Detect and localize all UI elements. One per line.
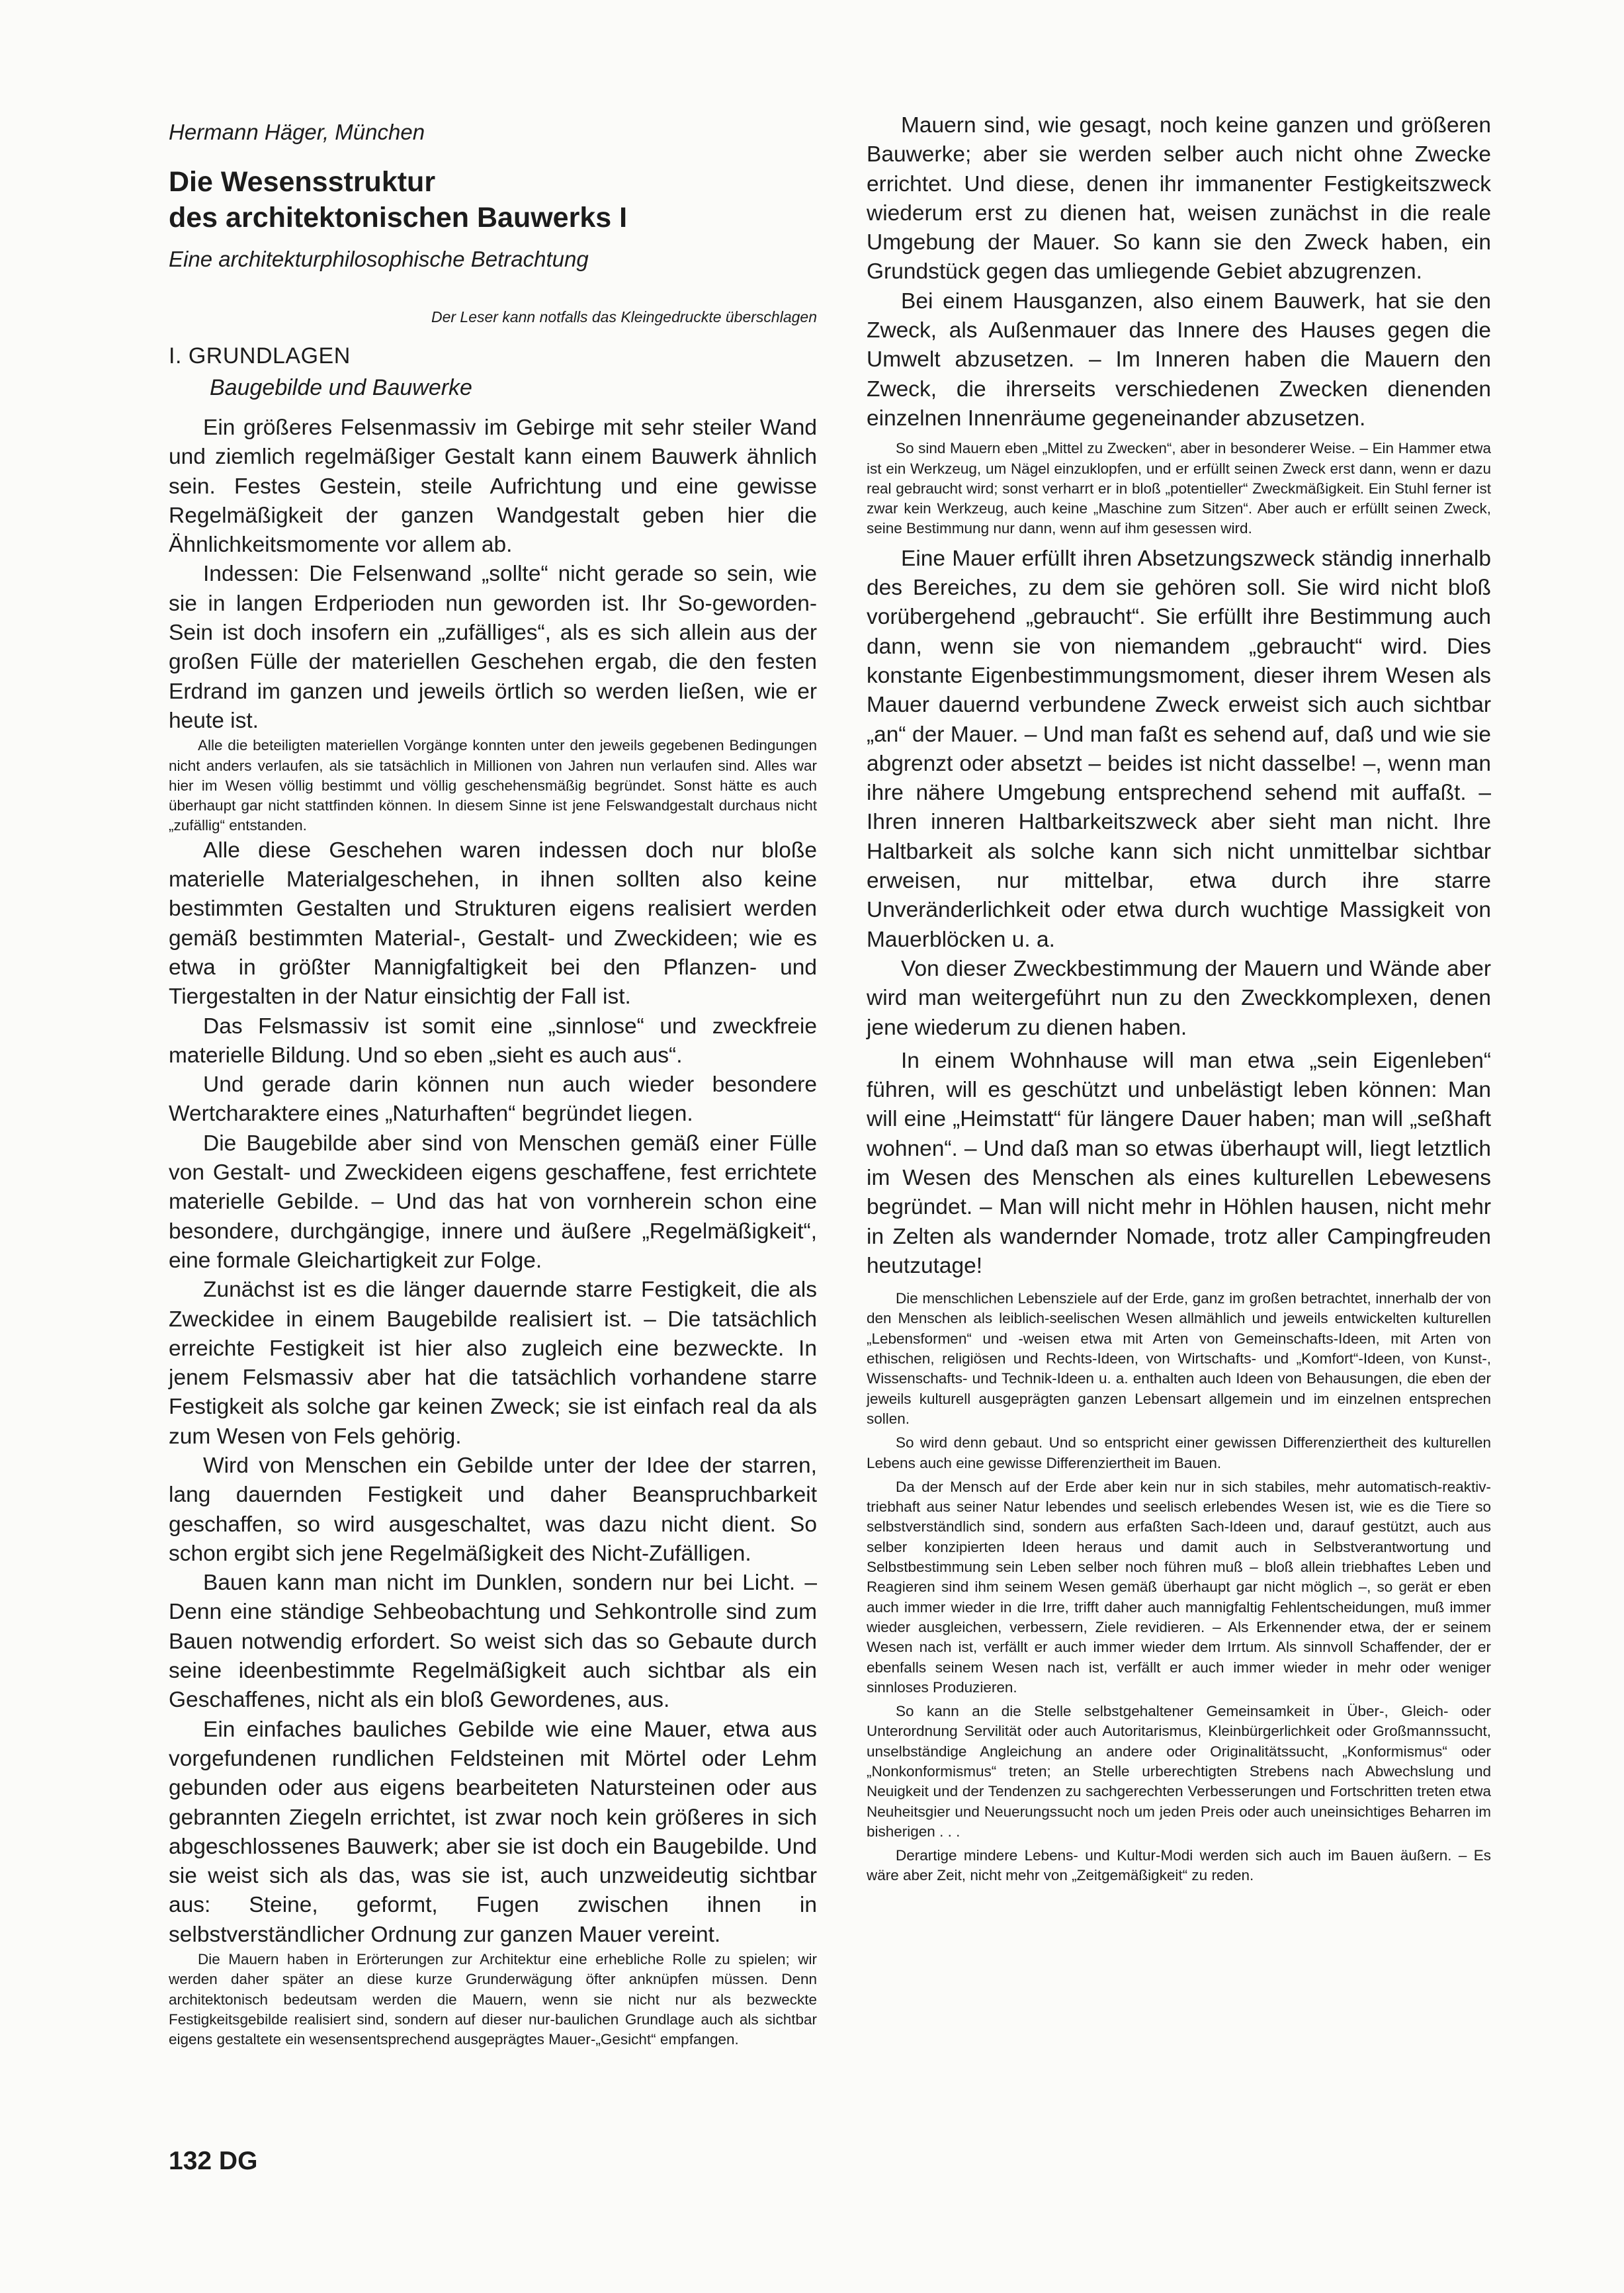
paragraph: Alle diese Geschehen waren indessen doch nur bloße materielle Materialgeschehen, in ihnen sollten also keine bestimmten Gestalten und Strukturen eigens realisiert werden gemäß bestimmten Material-, Gestalt- und Zweckideen; wie es etwa in größter Mannigfaltigkeit bei den Pflanzen- und Tiergestalten in der Natur einsichtig der Fall ist. — [169, 838, 817, 1010]
paragraph: Bauen kann man nicht im Dunklen, sondern nur bei Licht. – Denn eine ständige Sehbeobachtung und Sehkontrolle sind zum Bauen notwendig erfordert. So weist sich das so Gebaute durch seine ideenbestimmte Regelmäßigkeit auch sichtbar als ein Geschaffenes, nicht als ein bloß Gewordenes, aus. — [169, 1571, 817, 1713]
small-print-paragraph: Alle die beteiligten materiellen Vorgänge konnten unter den jeweils gegebenen Bedingungen nicht anders verlaufen, als sie tatsächlich in Millionen von Jahren nun verlaufen sind. Alles war hier im Wesen völlig bestimmt und völlig geschehensmäßig begründet. Sonst hätte es auch überhaupt gar nicht stattfinden können. In diesem Sinne ist jene Felswandgestalt durchaus nicht „zufällig“ entstanden. — [169, 737, 817, 834]
paragraph: Und gerade darin können nun auch wieder besondere Wertcharaktere eines „Naturhaften“ begründet liegen. — [169, 1072, 817, 1127]
title-line-1: Die Wesensstruktur — [169, 166, 436, 198]
paragraph: Bei einem Hausganzen, also einem Bauwerk, hat sie den Zweck, als Außenmauer das Innere des Hauses gegen die Umwelt abzusetzen. – Im Inneren haben die Mauern den Zweck, die ihrerseits verschiedenen Zwecken dienenden einzelnen Innenräume gegeneinander abzusetzen. — [867, 288, 1491, 431]
paragraph: Ein einfaches bauliches Gebilde wie eine Mauer, etwa aus vorgefundenen rundlichen Feldsteinen mit Mörtel oder Lehm gebunden oder aus eigens bearbeiteten Natursteinen oder aus gebrannten Ziegeln errichtet, ist zwar noch kein größeres in sich abgeschlossenes Bauwerk; aber sie ist doch ein Baugebilde. Und sie weist sich als das, was sie ist, auch unzweideutig sichtbar aus: Steine, geformt, Fugen zwischen ihnen in selbstverständlicher Ordnung zur ganzen Mauer vereint. — [169, 1717, 817, 1947]
small-print-paragraph: Derartige mindere Lebens- und Kultur-Modi werden sich auch im Bauen äußern. – Es wäre aber Zeit, nicht mehr von „Zeitgemäßigkeit“ zu reden. — [867, 1847, 1491, 1884]
right-text — [867, 111, 1491, 1886]
paragraph: Indessen: Die Felsenwand „sollte“ nicht gerade so sein, wie sie in langen Erdperioden nun geworden ist. Ihr So-geworden-Sein ist doch insofern ein „zufälliges“, als es sich allein aus der großen Fülle der materiellen Geschehen ergab, die den festen Erdrand im ganzen und jeweils örtlich so werden ließen, wie er heute ist. — [169, 562, 817, 733]
paragraph: Mauern sind, wie gesagt, noch keine ganzen und größeren Bauwerke; aber sie werden selber auch nicht ohne Zwecke errichtet. Und diese, denen ihr immanenter Festigkeitszweck wiederum erst zu dienen hat, weisen zunächst in die reale Umgebung der Mauer. So kann sie den Zweck haben, ein Grundstück gegen das umliegende Gebiet abzugrenzen. — [867, 113, 1491, 284]
small-print-paragraph: So kann an die Stelle selbstgehaltener Gemeinsamkeit in Über-, Gleich- oder Unterordnung Servilität oder auch Autoritarismus, Kleinbürgerlichkeit oder Großmannssucht, unselbständige Angleichung an andere oder Originalitätssucht, „Konformismus“ oder „Nonkonformismus“ treten; an Stelle urberechtigten Strebens nach Abwechslung und Neuigkeit und der Tendenzen zu sachgerechten Verbesserungen und Fortschritten treten etwa Neuheitsgier und Neuerungssucht noch um jeden Preis oder auch uneinsichtiges Beharren im bisherigen . . . — [867, 1703, 1491, 1840]
page-number: 132 DG — [169, 2147, 258, 2175]
paragraph: Wird von Menschen ein Gebilde unter der Idee der starren, lang dauernden Festigkeit und daher Beanspruchbarkeit geschaffen, so wird ausgeschaltet, was dazu nicht dient. So schon ergibt sich jene Regelmäßigkeit des Nicht-Zufälligen. — [169, 1453, 817, 1566]
paragraph: In einem Wohnhause will man etwa „sein Eigenleben“ führen, will es geschützt und unbelästigt leben können: Man will eine „Heimstatt“ für längere Dauer haben; man will „seßhaft wohnen“. – Und daß man so etwas überhaupt will, liegt letztlich im Wesen des Menschen als eines kulturellen Lebewesens begründet. – Man will nicht mehr in Höhlen hausen, nicht mehr in Zelten als wandernder Nomade, trotz aller Campingfreuden heutzutage! — [867, 1048, 1491, 1278]
reader-note: Der Leser kann notfalls das Kleingedruckte überschlagen — [431, 308, 817, 325]
small-print-paragraph: Die Mauern haben in Erörterungen zur Architektur eine erhebliche Rolle zu spielen; wir werden daher später an diese kurze Grunderwägung öfter anknüpfen müssen. Denn architektonisch bedeutsam werden die Mauern, wenn sie nicht nur als bezweckte Festigkeitsgebilde realisiert sind, sondern auf dieser nur-baulichen Grundlage auch als sichtbar eigens gestaltete ein wesensentsprechend ausgeprägtes Mauer-„Gesicht“ empfangen. — [169, 1951, 817, 2048]
paragraph: Von dieser Zweckbestimmung der Mauern und Wände aber wird man weitergeführt nun zu den Zweckkomplexen, denen jene wiederum zu dienen haben. — [867, 956, 1491, 1040]
small-print-paragraph: Die menschlichen Lebensziele auf der Erde, ganz im großen betrachtet, innerhalb der von den Menschen als leiblich-seelischen Wesen allmählich und jeweils entwickelten kulturellen „Lebensformen“ und -weisen etwa mit Arten von Gemeinschafts-Ideen, mit Arten von ethischen, religiösen und Rechts-Ideen, von Wirtschafts- und „Komfort“-Ideen, von Kunst-, Wissenschafts- und Technik-Ideen u. a. enthalten auch Ideen von Behausungen, die eben der jeweils kulturell ausgeprägten ganzen Lebensart allgemein und im einzelnen entsprechen sollen. — [867, 1290, 1491, 1427]
left-text — [169, 413, 817, 2050]
small-print-paragraph: Da der Mensch auf der Erde aber kein nur in sich stabiles, mehr automatisch-reaktiv-triebhaft aus seiner Natur lebendes und seelisch erlebendes Wesen ist, wie es die Tiere so selbstverständlich sind, sondern aus erfaßten Sach-Ideen und, darauf gestützt, auch aus selber konzipierten Ideen heraus und damit auch in Selbstverantwortung und Selbstbestimmung sein Leben selber noch führen muß – bloß allein triebhaftes Leben und Reagieren sind ihm seinem Wesen gemäß überhaupt gar nicht möglich –, so gerät er eben auch immer wieder in die Irre, trifft daher auch mannigfaltig Fehlentscheidungen, muß immer wieder ausgleichen, verbessern, Ziele revidieren. – Als Erkennender etwa, der er seinem Wesen nach ist, verfällt er auch immer wieder dem Irrtum. Als sinnvoll Schaffender, der er ebenfalls seinem Wesen nach ist, verfällt er auch immer wieder in mehr oder weniger sinnloses Produzieren. — [867, 1478, 1491, 1696]
section-heading: I. GRUNDLAGEN — [169, 343, 351, 368]
section-subheading: Baugebilde und Bauwerke — [210, 375, 472, 400]
paragraph: Ein größeres Felsenmassiv im Gebirge mit sehr steiler Wand und ziemlich regelmäßiger Gestalt kann einem Bauwerk ähnlich sein. Festes Gestein, steile Aufrichtung und eine gewisse Regelmäßigkeit der ganzen Wandgestalt geben hier die Ähnlichkeitsmomente vor allem ab. — [169, 415, 817, 558]
title-line-2: des architektonischen Bauwerks I — [169, 202, 628, 234]
small-print-paragraph: So wird denn gebaut. Und so entspricht einer gewissen Differenziertheit des kulturellen Lebens auch eine gewisse Differenziertheit im Bauen. — [867, 1434, 1491, 1471]
paragraph: Das Felsmassiv ist somit eine „sinnlose“ und zweckfreie materielle Bildung. Und so eben „sieht es auch aus“. — [169, 1014, 817, 1068]
article-title — [169, 164, 627, 236]
paragraph: Zunächst ist es die länger dauernde starre Festigkeit, die als Zweckidee in einem Baugebilde realisiert ist. – Die tatsächlich erreichte Festigkeit ist hier also zugleich eine bezweckte. In jenem Felsmassiv aber hat die tatsächlich vorhandene starre Festigkeit als solche gar keinen Zweck; sie ist einfach real da als zum Wesen von Fels gehörig. — [169, 1277, 817, 1449]
author-line: Hermann Häger, München — [169, 120, 425, 144]
paragraph: Die Baugebilde aber sind von Menschen gemäß einer Fülle von Gestalt- und Zweckideen eigens geschaffene, fest errichtete materielle Gebilde. – Und das hat von vornherein schon eine besondere, durchgängige, innere und äußere „Regelmäßigkeit“, eine formale Gleichartigkeit zur Folge. — [169, 1131, 817, 1273]
small-print-paragraph: So sind Mauern eben „Mittel zu Zwecken“, aber in besonderer Weise. – Ein Hammer etwa ist ein Werkzeug, um Nägel einzuklopfen, und er erfüllt seinen Zweck erst dann, wenn er dazu real gebraucht wird; sonst verharrt er in bloß „potentieller“ Zweckmäßigkeit. Ein Stuhl ferner ist zwar kein Werkzeug, auch keine „Maschine zum Sitzen“. Aber auch er erfüllt seinen Zweck, seine Bestimmung nur dann, wenn auf ihm gesessen wird. — [867, 440, 1491, 537]
article-subtitle: Eine architekturphilosophische Betrachtung — [169, 247, 589, 271]
paragraph: Eine Mauer erfüllt ihren Absetzungszweck ständig innerhalb des Bereiches, zu dem sie gehören soll. Sie wird nicht bloß vorübergehend „gebraucht“. Sie erfüllt ihre Bestimmung auch dann, wenn sie von niemandem „gebraucht“ wird. Dies konstante Eigenbestimmungsmoment, dieser ihrem Wesen als Mauer dauernd verbundene Zweck erweist sich auch sichtbar „an“ der Mauer. – Und man faßt es sehend auf, daß und wie sie abgrenzt oder absetzt – beides ist nicht dasselbe! –, wenn man ihre nähere Umgebung entsprechend sehend mit auffaßt. – Ihren inneren Haltbarkeitszweck aber sieht man nicht. Ihre Haltbarkeit als solche kann sich nicht unmittelbar sichtbar erweisen, nur mittelbar, etwa durch ihre starre Unveränderlichkeit oder etwa durch wuchtige Massigkeit von Mauerblöcken u. a. — [867, 546, 1491, 952]
